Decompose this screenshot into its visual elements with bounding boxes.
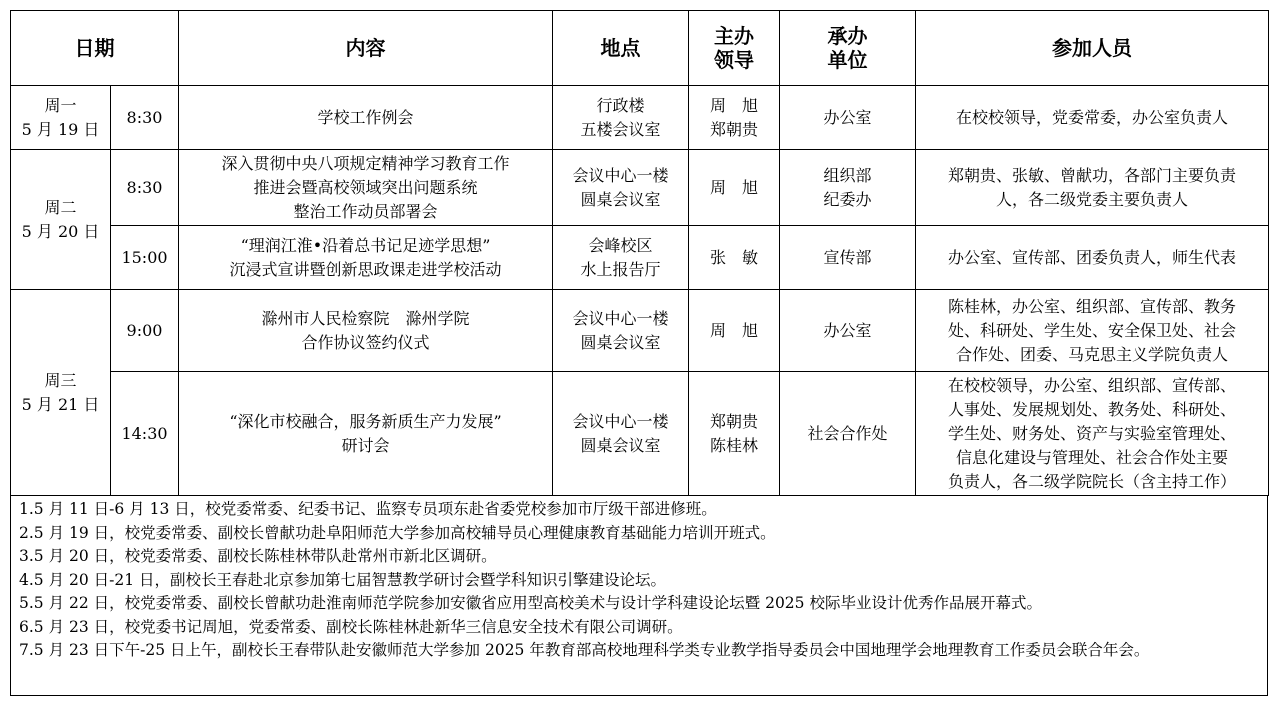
content-cell: “理润江淮•沿着总书记足迹学思想” 沉浸式宣讲暨创新思政课走进学校活动 bbox=[179, 226, 553, 290]
unit-cell: 组织部 纪委办 bbox=[780, 150, 916, 226]
header-row bbox=[11, 11, 1269, 86]
leader-cell: 郑朝贵 陈桂林 bbox=[689, 372, 780, 496]
attendees-cell: 郑朝贵、张敏、曾献功，各部门主要负责 人，各二级党委主要负责人 bbox=[916, 150, 1269, 226]
header-location: 地点 bbox=[553, 11, 689, 86]
table-row bbox=[11, 226, 1269, 290]
table-row bbox=[11, 150, 1269, 226]
content-cell: 滁州市人民检察院 滁州学院 合作协议签约仪式 bbox=[179, 290, 553, 372]
time-cell: 9:00 bbox=[111, 290, 179, 372]
attendees-cell: 在校校领导，党委常委，办公室负责人 bbox=[916, 86, 1269, 150]
attendees-cell: 陈桂林，办公室、组织部、宣传部、教务 处、科研处、学生处、安全保卫处、社会 合作处、团委、马克思主义学院负责人 bbox=[916, 290, 1269, 372]
day-cell: 周二 5 月 20 日 bbox=[11, 150, 111, 290]
header-attendees: 参加人员 bbox=[916, 11, 1269, 86]
note-item: 2.5 月 19 日，校党委常委、副校长曾献功赴阜阳师范大学参加高校辅导员心理健康教育基础能力培训开班式。 bbox=[19, 523, 776, 542]
time-cell: 15:00 bbox=[111, 226, 179, 290]
location-cell: 行政楼 五楼会议室 bbox=[553, 86, 689, 150]
content-cell: “深化市校融合，服务新质生产力发展” 研讨会 bbox=[179, 372, 553, 496]
header-unit: 承办 单位 bbox=[780, 11, 916, 86]
location-cell: 会议中心一楼 圆桌会议室 bbox=[553, 150, 689, 226]
note-item: 7.5 月 23 日下午-25 日上午，副校长王春带队赴安徽师范大学参加 2025 年教育部高校地理科学类专业教学指导委员会中国地理学会地理教育工作委员会联合年会。 bbox=[19, 641, 1150, 659]
note-item: 3.5 月 20 日，校党委常委、副校长陈桂林带队赴常州市新北区调研。 bbox=[19, 547, 497, 565]
notes-section bbox=[10, 496, 1268, 696]
location-cell: 会峰校区 水上报告厅 bbox=[553, 226, 689, 290]
unit-cell: 办公室 bbox=[780, 290, 916, 372]
attendees-cell: 办公室、宣传部、团委负责人，师生代表 bbox=[916, 226, 1269, 290]
day-cell: 周一 5 月 19 日 bbox=[11, 86, 111, 150]
schedule-table bbox=[10, 10, 1269, 496]
unit-cell: 宣传部 bbox=[780, 226, 916, 290]
time-cell: 8:30 bbox=[111, 86, 179, 150]
time-cell: 8:30 bbox=[111, 150, 179, 226]
header-leader: 主办 领导 bbox=[689, 11, 780, 86]
location-cell: 会议中心一楼 圆桌会议室 bbox=[553, 290, 689, 372]
note-item: 5.5 月 22 日，校党委常委、副校长曾献功赴淮南师范学院参加安徽省应用型高校美术与设计学科建设论坛暨 2025 校际毕业设计优秀作品展开幕式。 bbox=[19, 594, 1042, 612]
table-row bbox=[11, 86, 1269, 150]
leader-cell: 周 旭 bbox=[689, 290, 780, 372]
content-cell: 学校工作例会 bbox=[179, 86, 553, 150]
table-row bbox=[11, 372, 1269, 496]
attendees-cell: 在校校领导，办公室、组织部、宣传部、 人事处、发展规划处、教务处、科研处、 学生处、财务处、资产与实验室管理处、 信息化建设与管理处、社会合作处主要 负责人，各二级学院院长（含主持工作） bbox=[916, 372, 1269, 496]
header-content: 内容 bbox=[179, 11, 553, 86]
note-item: 4.5 月 20 日-21 日，副校长王春赴北京参加第七届智慧教学研讨会暨学科知识引擎建设论坛。 bbox=[19, 570, 667, 589]
time-cell: 14:30 bbox=[111, 372, 179, 496]
day-cell: 周三 5 月 21 日 bbox=[11, 290, 111, 496]
note-item: 1.5 月 11 日-6 月 13 日，校党委常委、纪委书记、监察专员项东赴省委党校参加市厅级干部进修班。 bbox=[19, 500, 717, 518]
header-date: 日期 bbox=[11, 11, 179, 86]
note-item: 6.5 月 23 日，校党委书记周旭，党委常委、副校长陈桂林赴新华三信息安全技术有限公司调研。 bbox=[19, 617, 683, 636]
unit-cell: 办公室 bbox=[780, 86, 916, 150]
leader-cell: 张 敏 bbox=[689, 226, 780, 290]
content-cell: 深入贯彻中央八项规定精神学习教育工作 推进会暨高校领域突出问题系统 整治工作动员部署会 bbox=[179, 150, 553, 226]
leader-cell: 周 旭 bbox=[689, 150, 780, 226]
unit-cell: 社会合作处 bbox=[780, 372, 916, 496]
table-row bbox=[11, 290, 1269, 372]
leader-cell: 周 旭 郑朝贵 bbox=[689, 86, 780, 150]
location-cell: 会议中心一楼 圆桌会议室 bbox=[553, 372, 689, 496]
